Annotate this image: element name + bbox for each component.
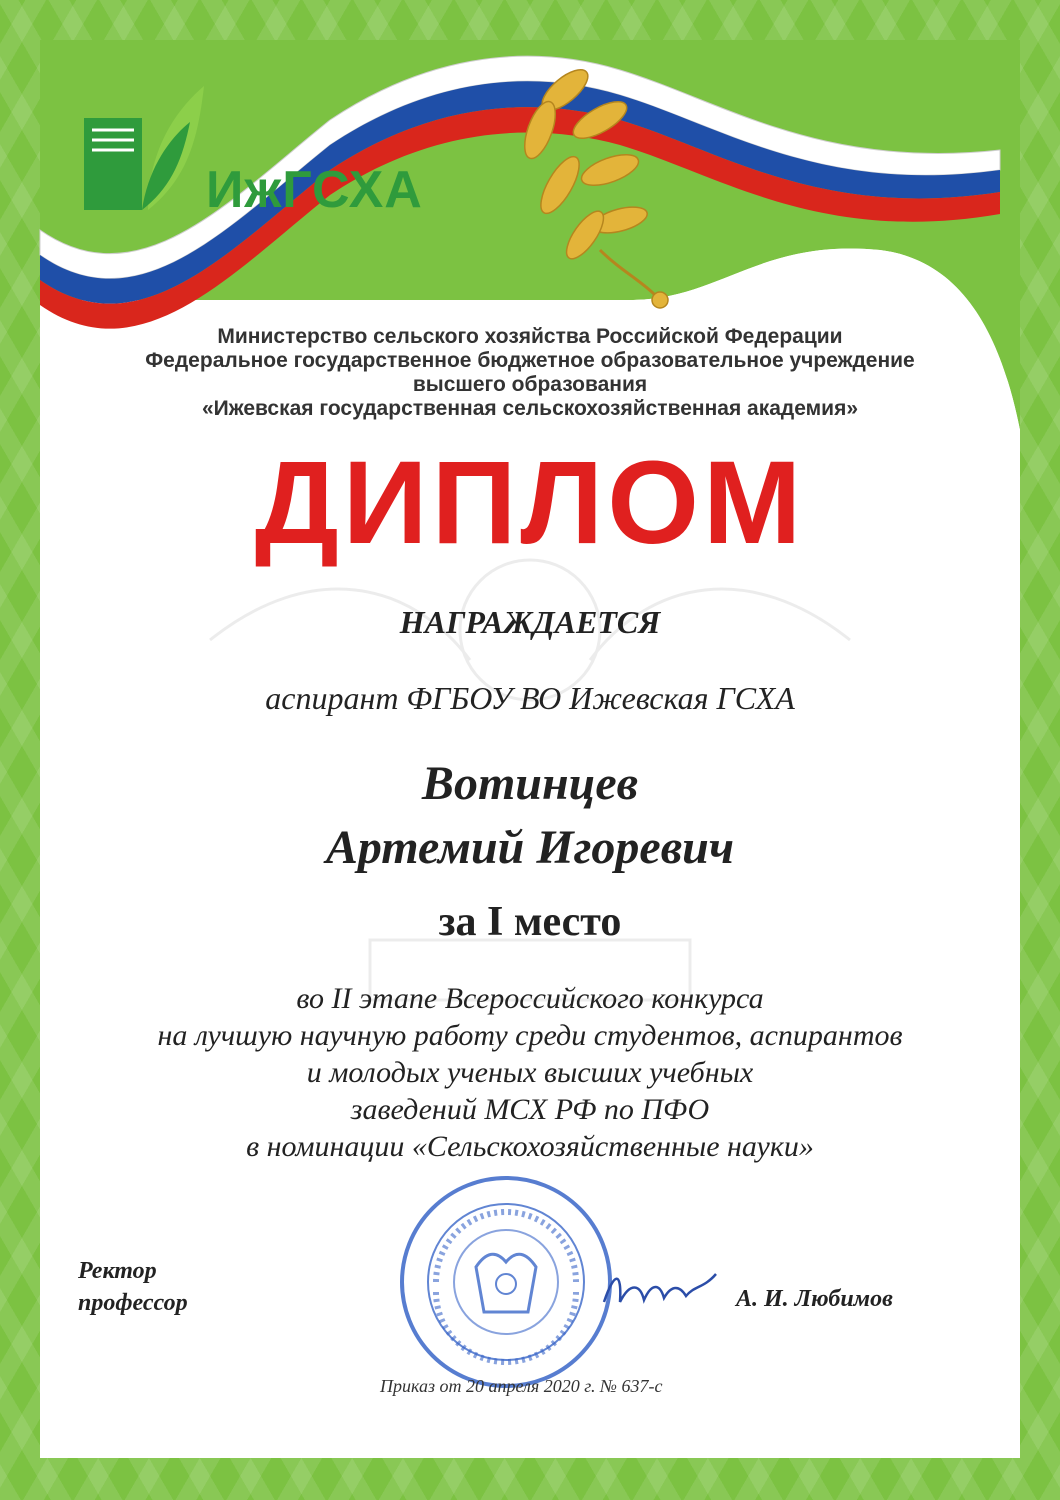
- logo-text: ИжГСХА: [206, 161, 423, 219]
- description-line: в номинации «Сельскохозяйственные науки»: [246, 1130, 814, 1163]
- order-reference: Приказ от 20 апреля 2020 г. № 637-с: [380, 1376, 663, 1396]
- description-line: заведений МСХ РФ по ПФО: [350, 1093, 710, 1126]
- issuer-header: [0, 325, 1060, 421]
- header-line: «Ижевская государственная сельскохозяйственная академия»: [201, 397, 859, 420]
- award-place: за I место: [438, 899, 622, 945]
- signatory-title-line: Ректор: [78, 1258, 157, 1284]
- rector-signature: [600, 1262, 720, 1322]
- header-line: Федеральное государственное бюджетное образовательное учреждение: [145, 349, 915, 372]
- header-line: высшего образования: [412, 373, 648, 396]
- awarded-label: НАГРАЖДАЕТСЯ: [399, 604, 661, 640]
- signatory-title: [78, 1255, 188, 1319]
- logo-emblem: [78, 78, 208, 218]
- recipient-given-names: Артемий Игоревич: [325, 821, 735, 874]
- signatory-title-line: профессор: [78, 1290, 188, 1316]
- award-description: [0, 980, 1060, 1165]
- recipient-surname: Вотинцев: [421, 757, 639, 810]
- diploma-title: ДИПЛОМ: [254, 437, 806, 569]
- description-line: и молодых ученых высших учебных: [306, 1056, 754, 1089]
- header-line: Министерство сельского хозяйства Российской Федерации: [217, 325, 843, 348]
- description-line: во II этапе Всероссийского конкурса: [296, 982, 764, 1015]
- signatory-name: А. И. Любимов: [736, 1286, 893, 1312]
- description-line: на лучшую научную работу среди студентов, аспирантов: [157, 1019, 903, 1052]
- recipient-role: аспирант ФГБОУ ВО Ижевская ГСХА: [265, 680, 795, 716]
- official-stamp: [396, 1172, 616, 1392]
